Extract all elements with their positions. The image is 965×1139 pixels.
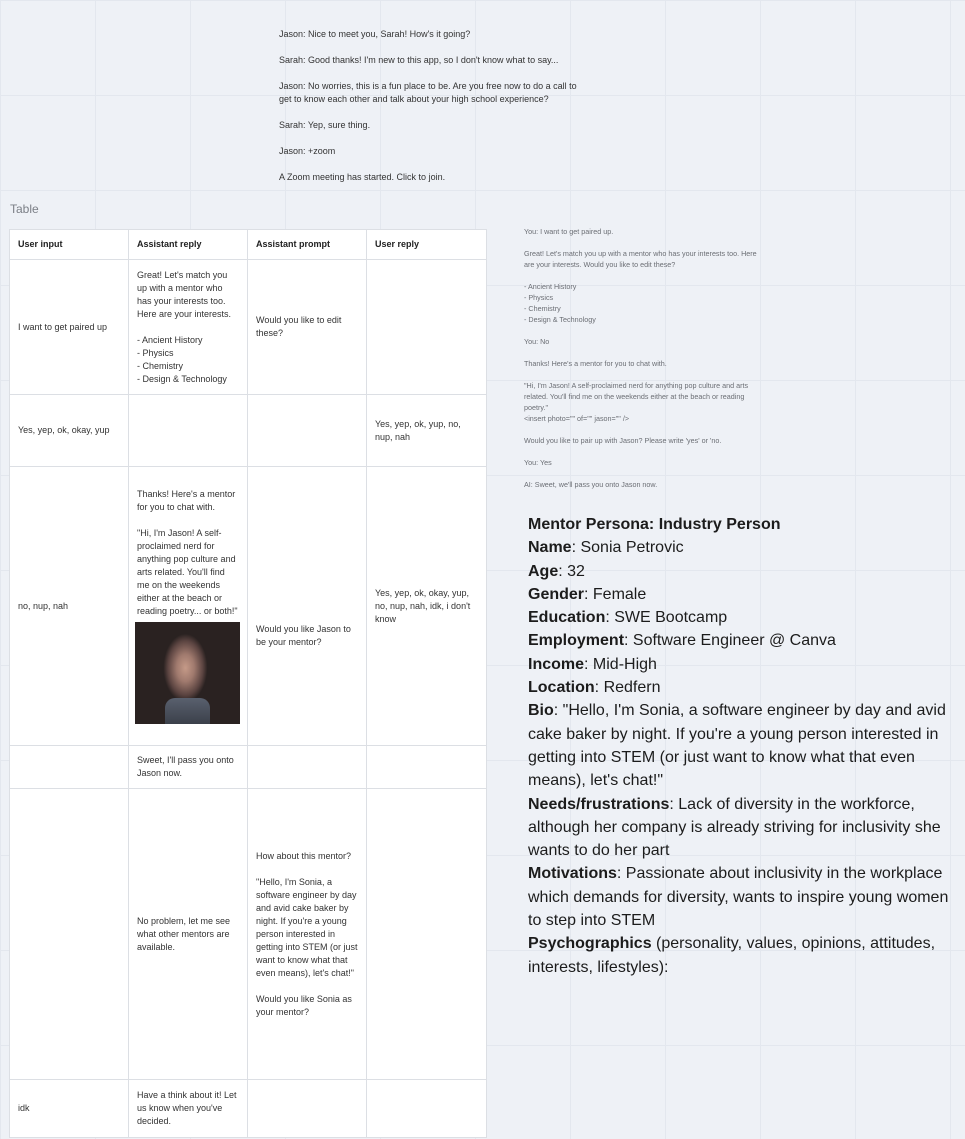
field-label: Motivations [528,865,617,883]
cell-text: How about this mentor? "Hello, I'm Sonia, a software engineer by day and avid cake baker by night. If you're a young person interested in getting into STEM (or just want to know what that even means), let's chat!" Would you like Sonia as your mentor? [256,850,358,1017]
table-cell[interactable] [367,260,487,395]
cell-text: Yes, yep, ok, yup, no, nup, nah [375,418,461,442]
field-value: : Redfern [594,679,661,697]
persona-field-location [528,676,958,699]
chat-line: You: Yes [524,458,552,467]
cell-text: Yes, yep, ok, okay, yup, no, nup, nah, idk, i don't know [375,587,471,624]
field-label: Name [528,539,572,557]
chat-line: Thanks! Here's a mentor for you to chat with. [524,359,667,368]
mentor-persona [528,513,958,979]
cell-text: idk [18,1103,30,1113]
cell-text: Sweet, I'll pass you onto Jason now. [137,755,234,778]
persona-field-motivations [528,862,958,932]
persona-field-needs [528,793,958,863]
persona-field-gender [528,583,958,606]
field-value: (personality, values, opinions, attitudes, interests, lifestyles): [528,935,936,976]
field-label: Psychographics [528,935,652,953]
persona-field-age [528,560,958,583]
field-label: Income [528,655,585,673]
table-cell[interactable] [10,395,129,467]
chat-excerpt-top [279,28,579,197]
cell-text: I want to get paired up [18,321,108,332]
chat-line: Sarah: Yep, sure thing. [279,120,371,130]
cell-text: Thanks! Here's a mentor for you to chat with. "Hi, I'm Jason! A self-proclaimed nerd for anything pop culture and arts related. You'll find me on the weekends either at the beach or reading poetry... or both!" [137,489,238,616]
table-cell[interactable] [248,260,367,395]
field-label: Education [528,609,606,627]
persona-field-bio [528,699,958,792]
table-cell[interactable] [248,746,367,789]
table-row [10,467,487,746]
conversation-flow-table[interactable] [9,229,487,1138]
cell-text: Have a think about it! Let us know when you've decided. [137,1090,237,1126]
table-header-row [10,230,487,260]
table-row [10,395,487,467]
table-cell[interactable] [129,260,248,395]
persona-field-employment [528,629,958,652]
table-cell[interactable] [367,789,487,1080]
field-value: : Mid-High [584,655,657,673]
field-value: : 32 [558,562,585,580]
table-row [10,746,487,789]
table-cell[interactable] [248,395,367,467]
table-cell[interactable] [10,467,129,746]
table-cell[interactable] [129,1080,248,1138]
table-cell[interactable] [129,467,248,746]
table-cell[interactable] [367,746,487,789]
field-value: : Lack of diversity in the workforce, although her company is already striving for inclusivity she wants to do her part [528,795,941,860]
chat-line: You: I want to get paired up. [524,227,614,236]
table-cell[interactable] [10,260,129,395]
table-cell[interactable] [10,1080,129,1138]
chat-line: Great! Let's match you up with a mentor who has your interests too. Here are your interests. Would you like to edit these? [524,249,757,269]
header-assistant-prompt: Assistant prompt [248,230,367,260]
table-cell[interactable] [248,1080,367,1138]
field-value: : SWE Bootcamp [605,609,728,627]
table-row [10,260,487,395]
table-cell[interactable] [129,395,248,467]
table-label: Table [10,202,39,216]
chat-line: Sarah: Good thanks! I'm new to this app, so I don't know what to say... [279,55,559,65]
chat-excerpt-side [524,226,769,501]
persona-title [528,513,958,536]
header-user-reply: User reply [367,230,487,260]
table-cell[interactable] [248,789,367,1080]
chat-line: Jason: No worries, this is a fun place to be. Are you free now to do a call to get to know each other and talk about your high school experience? [279,81,577,104]
table-cell[interactable] [10,789,129,1080]
table-cell[interactable] [129,789,248,1080]
table-cell[interactable] [367,395,487,467]
cell-text: No problem, let me see what other mentors are available. [137,915,231,952]
chat-line: "Hi, I'm Jason! A self-proclaimed nerd for anything pop culture and arts related. You'll find me on the weekends either at the beach or reading poetry." <insert photo="" of="" jason="" /> [524,381,749,423]
table-cell[interactable] [367,1080,487,1138]
persona-field-psychographics [528,932,958,979]
field-label: Needs/frustrations [528,795,670,813]
cell-text: Would you like Jason to be your mentor? [256,624,351,647]
field-value: : Sonia Petrovic [571,539,684,557]
mentor-photo-jason [135,622,240,724]
chat-line: Would you like to pair up with Jason? Please write 'yes' or 'no. [524,436,722,445]
field-label: Employment [528,632,625,650]
chat-line: Jason: +zoom [279,146,336,156]
table-cell[interactable] [129,746,248,789]
field-value: : Female [584,585,647,603]
header-user-input: User input [10,230,129,260]
field-label: Age [528,562,559,580]
cell-text: no, nup, nah [18,600,69,611]
persona-field-education [528,606,958,629]
field-label: Location [528,679,595,697]
header-assistant-reply: Assistant reply [129,230,248,260]
persona-field-name [528,536,958,559]
field-value: : Software Engineer @ Canva [624,632,836,650]
persona-field-income [528,653,958,676]
cell-text: Would you like to edit these? [256,315,342,338]
table-row [10,789,487,1080]
field-label: Bio [528,702,554,720]
chat-line: A Zoom meeting has started. Click to join. [279,172,446,182]
cell-text: Great! Let's match you up with a mentor who has your interests too. Here are your interests. - Ancient History - Physics - Chemistry - Design & Technology [137,269,232,384]
chat-line: You: No [524,337,550,346]
table-cell[interactable] [367,467,487,746]
persona-title-text: Mentor Persona: Industry Person [528,516,781,533]
cell-text: Yes, yep, ok, okay, yup [18,425,110,435]
field-label: Gender [528,585,585,603]
chat-line: AI: Sweet, we'll pass you onto Jason now. [524,480,658,489]
table-row [10,1080,487,1138]
table-cell[interactable] [10,746,129,789]
chat-line: - Ancient History - Physics - Chemistry - Design & Technology [524,282,596,324]
field-value: : "Hello, I'm Sonia, a software engineer by day and avid cake baker by night. If you're a young person interested in getting into STEM (or just want to know what that even means), let's chat!" [528,702,946,790]
chat-line: Jason: Nice to meet you, Sarah! How's it going? [279,29,471,39]
field-value: : Passionate about inclusivity in the workplace which demands for diversity, wants to inspire young women to step into STEM [528,865,949,930]
table-cell[interactable] [248,467,367,746]
